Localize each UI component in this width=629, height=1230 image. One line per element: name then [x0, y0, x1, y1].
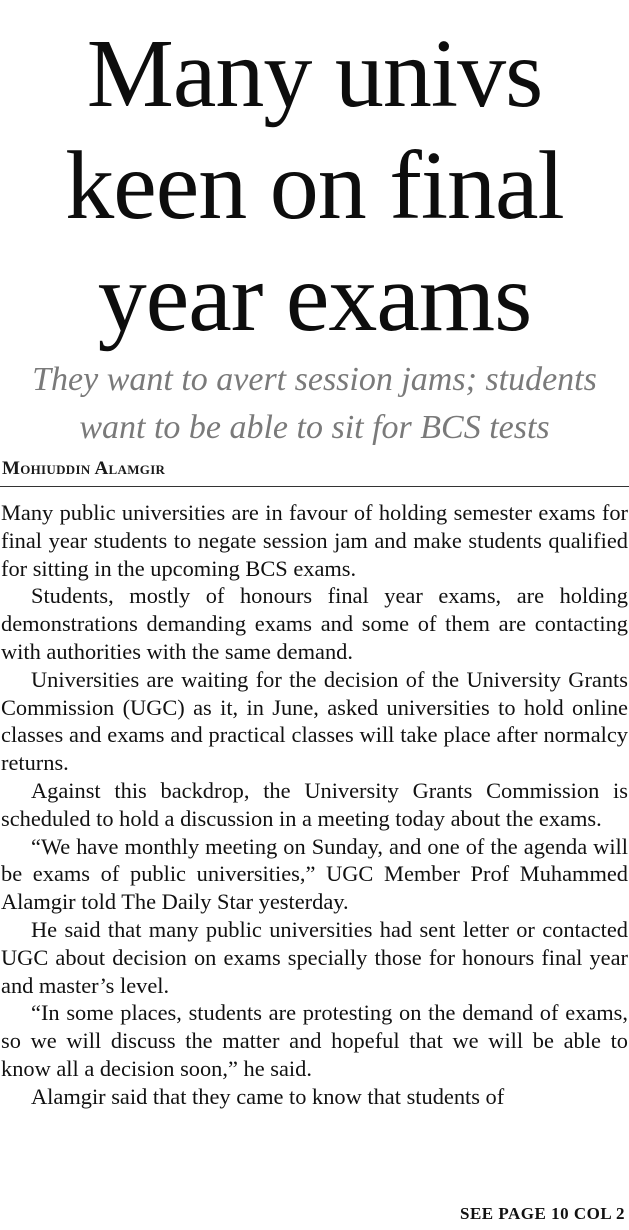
headline-line-2: keen on final: [65, 132, 564, 240]
article-paragraph: “We have monthly meeting on Sunday, and one of the agenda will be exams of public universities,” UGC Member Prof Muhammed Alamgir told The Daily Star yesterday.: [1, 833, 628, 915]
article-paragraph: Universities are waiting for the decision of the University Grants Commission (UGC) as it, in June, asked universities to hold online classes and exams and practical classes will take place after normalcy returns.: [1, 666, 628, 776]
article-paragraph: “In some places, students are protesting on the demand of exams, so we will discuss the matter and hopeful that we will be able to know all a decision soon,” he said.: [1, 1000, 628, 1081]
article-paragraph: Students, mostly of honours final year exams, are holding demonstrations demanding exams and some of them are contacting with authorities with the same demand.: [1, 583, 628, 664]
headline: [0, 0, 629, 354]
byline: Mohiuddin Alamgir: [0, 458, 629, 487]
article-body: [0, 499, 629, 1111]
subheadline-line-1: They want to avert session jams; students: [32, 361, 597, 398]
headline-line-1: Many univs: [86, 20, 543, 128]
article-paragraph: Many public universities are in favour of holding semester exams for final year students to negate session jam and make students qualified for sitting in the upcoming BCS exams.: [1, 500, 628, 581]
article-paragraph: He said that many public universities had sent letter or contacted UGC about decision on exams specially those for honours final year and master’s level.: [1, 916, 628, 998]
continuation-jump-line: SEE PAGE 10 COL 2: [460, 1204, 625, 1223]
subheadline: [0, 354, 629, 452]
headline-line-3: year exams: [97, 244, 532, 352]
article-paragraph: Against this backdrop, the University Grants Commission is scheduled to hold a discussion in a meeting today about the exams.: [1, 777, 628, 831]
article-paragraph: Alamgir said that they came to know that students of: [31, 1083, 505, 1109]
subheadline-line-2: want to be able to sit for BCS tests: [79, 409, 550, 446]
